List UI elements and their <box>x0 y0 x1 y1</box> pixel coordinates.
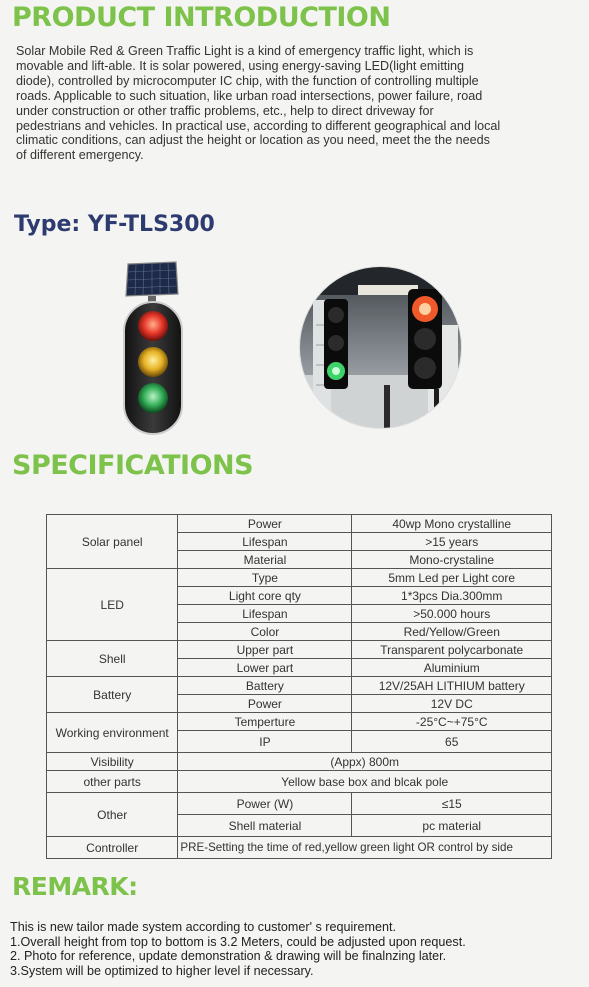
intro-line: of different emergency. <box>16 148 144 163</box>
table-row <box>47 569 552 587</box>
spec-label: IP <box>178 731 352 753</box>
table-row <box>47 837 552 859</box>
spec-value: Mono-crystaline <box>352 551 552 569</box>
spec-category: Working environment <box>47 713 178 753</box>
spec-category: Other <box>47 793 178 837</box>
spec-value: (Appx) 800m <box>178 753 552 771</box>
spec-label: Temperture <box>178 713 352 731</box>
spec-value: 40wp Mono crystalline <box>352 515 552 533</box>
intro-line: movable and lift-able. It is solar powered, using energy-saving LED(light emitting <box>16 58 465 73</box>
table-row <box>47 753 552 771</box>
spec-value: -25°C~+75°C <box>352 713 552 731</box>
spec-label: Lower part <box>178 659 352 677</box>
spec-category: Solar panel <box>47 515 178 569</box>
product-type-title: Type: YF-TLS300 <box>14 212 215 237</box>
spec-label: Power <box>178 515 352 533</box>
spec-label: Lifespan <box>178 605 352 623</box>
table-row <box>47 771 552 793</box>
spec-label: Power <box>178 695 352 713</box>
spec-value: Transparent polycarbonate <box>352 641 552 659</box>
spec-category: Shell <box>47 641 178 677</box>
spec-value: Yellow base box and blcak pole <box>178 771 552 793</box>
spec-label: Lifespan <box>178 533 352 551</box>
table-row <box>47 793 552 815</box>
intro-line: climatic conditions, can adjust the height or location as you need, meet the the needs <box>16 133 490 148</box>
remark-heading: REMARK: <box>12 872 138 901</box>
spec-label: Shell material <box>178 815 352 837</box>
remark-line: This is new tailor made system according to customer' s requirement. <box>10 920 396 934</box>
intro-line: Solar Mobile Red & Green Traffic Light is a kind of emergency traffic light, which is <box>16 44 474 58</box>
spec-value: 5mm Led per Light core <box>352 569 552 587</box>
spec-label: Upper part <box>178 641 352 659</box>
table-row <box>47 641 552 659</box>
product-introduction-text <box>16 44 578 163</box>
spec-label: Type <box>178 569 352 587</box>
spec-category: other parts <box>47 771 178 793</box>
table-row <box>47 713 552 731</box>
spec-label: Power (W) <box>178 793 352 815</box>
intro-line: pedestrians and vehicles. In practical use, according to different geographical and local <box>16 118 501 133</box>
intro-line: roads. Applicable to such situation, like urban road intersections, power failure, road <box>16 88 483 103</box>
spec-value: 1*3pcs Dia.300mm <box>352 587 552 605</box>
spec-value: Red/Yellow/Green <box>352 623 552 641</box>
remark-text <box>10 920 585 979</box>
solar-traffic-light-image <box>118 258 188 438</box>
spec-label: Material <box>178 551 352 569</box>
spec-value: >15 years <box>352 533 552 551</box>
spec-category: Battery <box>47 677 178 713</box>
spec-value: pc material <box>352 815 552 837</box>
spec-label: Light core qty <box>178 587 352 605</box>
spec-value: 12V/25AH LITHIUM battery <box>352 677 552 695</box>
intro-line: diode), controlled by microcomputer IC chip, with the function of controlling multiple <box>16 73 479 88</box>
spec-value: 65 <box>352 731 552 753</box>
remark-line: 2. Photo for reference, update demonstration & drawing will be finalnzing later. <box>10 949 447 964</box>
spec-value: ≤15 <box>352 793 552 815</box>
specifications-table <box>46 514 552 859</box>
spec-category: LED <box>47 569 178 641</box>
spec-value: PRE-Setting the time of red,yellow green light OR control by side <box>178 837 552 859</box>
spec-value: 12V DC <box>352 695 552 713</box>
spec-label: Color <box>178 623 352 641</box>
installed-traffic-lights-image <box>298 265 463 430</box>
spec-label: Battery <box>178 677 352 695</box>
table-row <box>47 677 552 695</box>
specifications-heading: SPECIFICATIONS <box>12 450 254 481</box>
spec-value: >50.000 hours <box>352 605 552 623</box>
intro-line: under construction or other traffic problems, etc., help to direct driveway for <box>16 103 434 118</box>
product-introduction-heading: PRODUCT INTRODUCTION <box>12 2 391 33</box>
spec-value: Aluminium <box>352 659 552 677</box>
remark-line: 1.Overall height from top to bottom is 3.2 Meters, could be adjusted upon request. <box>10 934 466 949</box>
remark-line: 3.System will be optimized to higher level if necessary. <box>10 964 314 979</box>
table-row <box>47 515 552 533</box>
spec-category: Visibility <box>47 753 178 771</box>
spec-category: Controller <box>47 837 178 859</box>
